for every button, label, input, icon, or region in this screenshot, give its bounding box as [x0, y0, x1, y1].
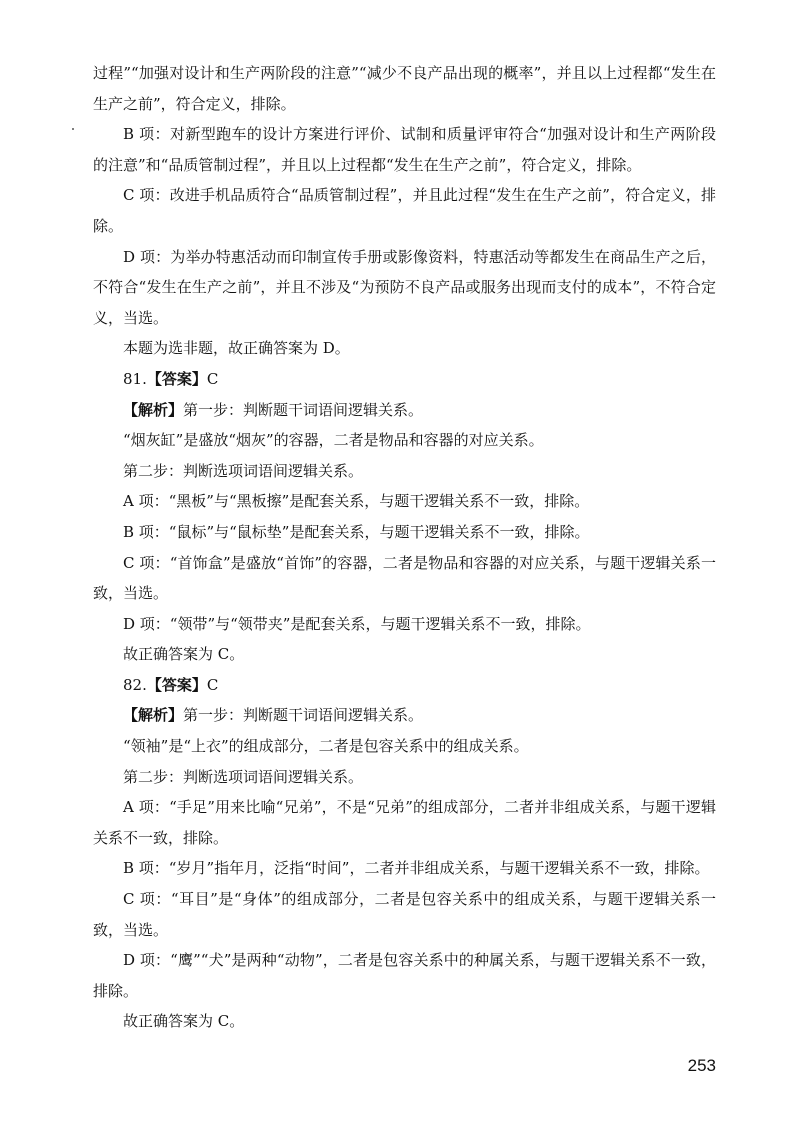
analysis-82-stem: “领袖”是“上衣”的组成部分，二者是包容关系中的组成关系。 [123, 737, 529, 756]
analysis-81-option-d: D 项：“领带”与“领带夹”是配套关系，与题干逻辑关系不一致，排除。 [123, 614, 591, 633]
option-c-analysis: C 项：改进手机品质符合“品质管制过程”，并且此过程“发生在生产之前”，符合定义，排除。 [93, 186, 716, 235]
analysis-82-option-a: A 项：“手足”用来比喻“兄弟”，不是“兄弟”的组成部分，二者并非组成关系，与题干逻辑关系不一致，排除。 [93, 798, 716, 847]
analysis-82-option-c: C 项：“耳目”是“身体”的组成部分，二者是包容关系中的组成关系，与题干逻辑关系一致，当选。 [93, 890, 716, 939]
analysis-82-step1: 【解析】第一步：判断题干词语间逻辑关系。 [123, 706, 424, 725]
option-d-analysis: D 项：为举办特惠活动而印制宣传手册或影像资料，特惠活动等都发生在商品生产之后，不符合“发生在生产之前”，并且不涉及“为预防不良产品或服务出现而支付的成本”，不符合定义，当选。 [93, 247, 716, 327]
analysis-82-option-d: D 项：“鹰”“犬”是两种“动物”，二者是包容关系中的种属关系，与题干逻辑关系不一致，排除。 [93, 951, 716, 1000]
analysis-81-option-b: B 项：“鼠标”与“鼠标垫”是配套关系，与题干逻辑关系不一致，排除。 [123, 522, 590, 541]
conclusion-81: 故正确答案为 C。 [123, 645, 245, 664]
analysis-81-option-c: C 项：“首饰盒”是盛放“首饰”的容器，二者是物品和容器的对应关系，与题干逻辑关系一致，当选。 [93, 553, 716, 603]
page-body [93, 58, 716, 1037]
analysis-82-step2: 第二步：判断选项词语间逻辑关系。 [123, 767, 364, 786]
page-number: 253 [687, 1056, 716, 1075]
section-label: 【解析】 [123, 706, 184, 725]
analysis-81-step1: 【解析】第一步：判断题干词语间逻辑关系。 [123, 400, 424, 419]
paragraph-continuation: 过程”“加强对设计和生产两阶段的注意”“减少不良产品出现的概率”，并且以上过程都“发生在生产之前”，符合定义，排除。 [93, 64, 716, 113]
answer-82-heading: 82.【答案】C [123, 675, 219, 694]
conclusion-82: 故正确答案为 C。 [123, 1012, 245, 1031]
section-label: 【答案】 [146, 369, 207, 388]
section-label: 【解析】 [123, 400, 184, 419]
analysis-81-stem: “烟灰缸”是盛放“烟灰”的容器，二者是物品和容器的对应关系。 [123, 431, 544, 450]
analysis-82-option-b: B 项：“岁月”指年月，泛指“时间”，二者并非组成关系，与题干逻辑关系不一致，排除。 [123, 859, 710, 878]
answer-81-heading: 81.【答案】C [123, 369, 219, 388]
conclusion-80: 本题为选非题，故正确答案为 D。 [123, 339, 350, 358]
scan-speck [72, 128, 74, 130]
option-b-analysis: B 项：对新型跑车的设计方案进行评价、试制和质量评审符合“加强对设计和生产两阶段的注意”和“品质管制过程”，并且以上过程都“发生在生产之前”，符合定义，排除。 [93, 125, 716, 174]
analysis-81-option-a: A 项：“黑板”与“黑板擦”是配套关系，与题干逻辑关系不一致，排除。 [123, 492, 590, 511]
section-label: 【答案】 [146, 675, 207, 694]
analysis-81-step2: 第二步：判断选项词语间逻辑关系。 [123, 461, 364, 480]
